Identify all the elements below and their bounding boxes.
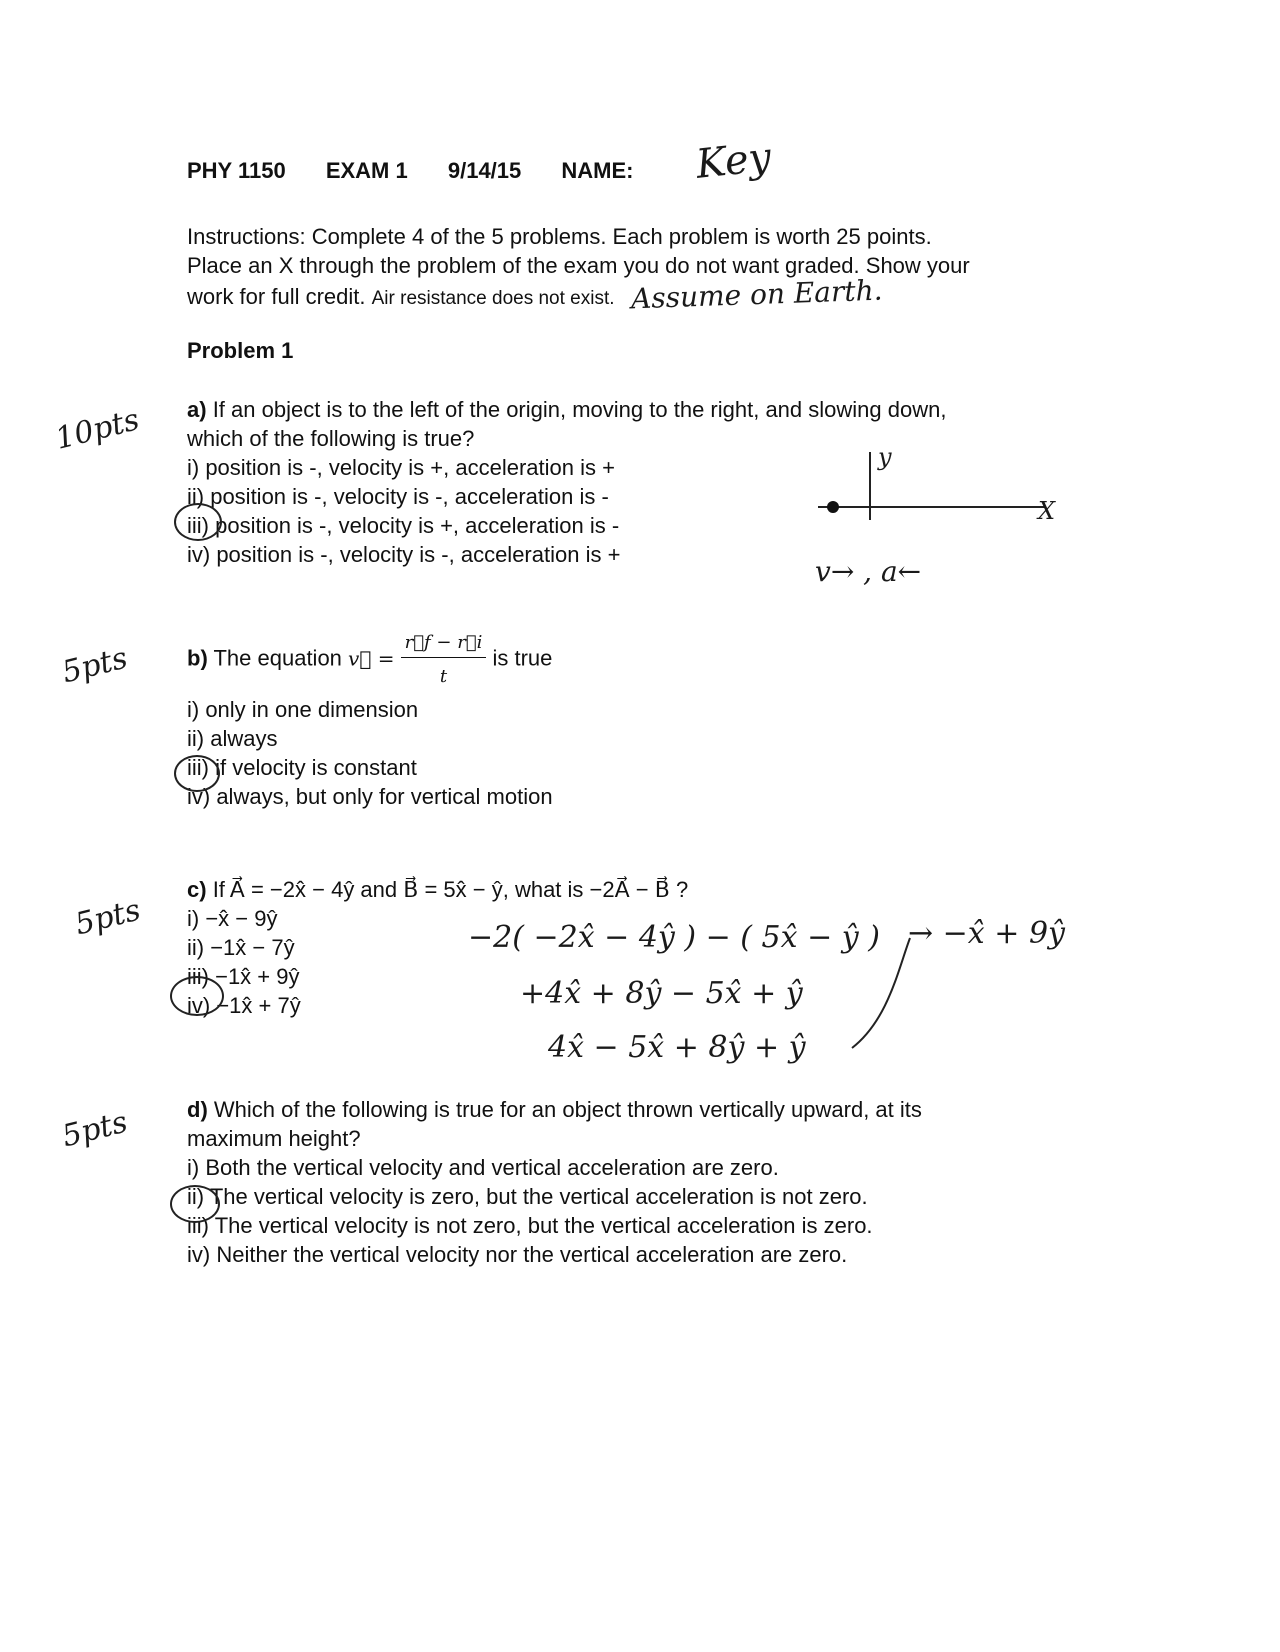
instructions-line-1: Instructions: Complete 4 of the 5 problems. Each problem is worth 25 points. bbox=[187, 224, 932, 249]
question-b-label: b) bbox=[187, 645, 208, 671]
instructions-air-resistance: Air resistance does not exist. bbox=[371, 288, 615, 309]
work-answer: → −x̂ + 9ŷ bbox=[908, 916, 1065, 951]
object-dot bbox=[827, 501, 839, 513]
question-a-text-2: which of the following is true? bbox=[187, 426, 475, 451]
equation-lhs: v⃗ = bbox=[348, 646, 395, 671]
handwritten-note: Assume on Earth. bbox=[630, 273, 883, 316]
question-c-text: If A⃗ = −2x̂ − 4ŷ and B⃗ = 5x̂ − ŷ, what is −2A⃗ − B⃗ ? bbox=[212, 877, 689, 902]
points-part-c: 5pts bbox=[71, 892, 145, 943]
x-axis-label: X bbox=[1038, 497, 1056, 525]
work-arrow-curve bbox=[848, 930, 918, 1060]
question-d-option: i) Both the vertical velocity and vertical acceleration are zero. bbox=[187, 1155, 779, 1180]
answer-circle-b bbox=[174, 755, 220, 792]
question-d-line-1 bbox=[187, 1095, 922, 1124]
question-a-option: iii) position is -, velocity is +, acceleration is - bbox=[187, 513, 620, 538]
work-line-2: +4x̂ + 8ŷ − 5x̂ + ŷ bbox=[520, 976, 803, 1011]
question-d bbox=[187, 1095, 922, 1269]
question-d-option: iv) Neither the vertical velocity nor the vertical acceleration are zero. bbox=[187, 1242, 848, 1267]
question-c-label: c) bbox=[187, 877, 207, 902]
points-part-a: 10pts bbox=[52, 402, 143, 457]
question-a-label: a) bbox=[187, 397, 207, 422]
y-axis-label: y bbox=[878, 443, 892, 471]
question-a-text-1: If an object is to the left of the origin, moving to the right, and slowing down, bbox=[212, 397, 947, 422]
problem-title: Problem 1 bbox=[187, 338, 294, 363]
question-c-option: iv) −1x̂ + 7ŷ bbox=[187, 993, 301, 1018]
instructions bbox=[187, 222, 970, 316]
question-a-option: i) position is -, velocity is +, acceleration is + bbox=[187, 455, 615, 480]
question-d-text-1: Which of the following is true for an object thrown vertically upward, at its bbox=[213, 1097, 922, 1122]
question-b-options bbox=[187, 695, 553, 811]
equation-denominator: t bbox=[439, 666, 448, 687]
question-d-label: d) bbox=[187, 1097, 208, 1122]
vector-directions: v→ , a← bbox=[815, 555, 922, 588]
instructions-line-3 bbox=[187, 273, 970, 316]
question-b-option: iii) if velocity is constant bbox=[187, 755, 417, 780]
exam-header bbox=[187, 158, 634, 184]
question-a-line-1 bbox=[187, 395, 946, 424]
question-c-line-1 bbox=[187, 875, 688, 904]
question-d-option: iii) The vertical velocity is not zero, but the vertical acceleration is zero. bbox=[187, 1213, 873, 1238]
instructions-line-2: Place an X through the problem of the exam you do not want graded. Show your bbox=[187, 253, 970, 278]
question-a-option: iv) position is -, velocity is -, acceleration is + bbox=[187, 542, 621, 567]
question-b-option: iv) always, but only for vertical motion bbox=[187, 784, 553, 809]
exam-number: EXAM 1 bbox=[325, 158, 408, 183]
question-b-option: ii) always bbox=[187, 726, 278, 751]
exam-date: 9/14/15 bbox=[447, 158, 522, 183]
question-b-text-pre: The equation bbox=[213, 645, 342, 671]
question-b-text-post: is true bbox=[492, 645, 553, 671]
question-d-text-2: maximum height? bbox=[187, 1126, 361, 1151]
work-line-3: 4x̂ − 5x̂ + 8ŷ + ŷ bbox=[548, 1030, 806, 1065]
course-code: PHY 1150 bbox=[187, 158, 286, 183]
question-a-option: ii) position is -, velocity is -, acceleration is - bbox=[187, 484, 609, 509]
work-arrow-path bbox=[852, 938, 910, 1048]
answer-circle-c bbox=[170, 976, 224, 1016]
answer-circle-a bbox=[174, 503, 222, 541]
question-c-option: i) −x̂ − 9ŷ bbox=[187, 906, 278, 931]
question-b bbox=[187, 628, 552, 691]
equation-numerator: r⃗f − r⃗i bbox=[401, 628, 487, 658]
answer-circle-d bbox=[170, 1185, 220, 1223]
instructions-line-3-main: work for full credit. bbox=[187, 284, 366, 309]
question-c-option: ii) −1x̂ − 7ŷ bbox=[187, 935, 295, 960]
equation-fraction bbox=[401, 628, 487, 691]
points-part-b: 5pts bbox=[58, 640, 132, 691]
question-b-option: i) only in one dimension bbox=[187, 697, 419, 722]
question-d-option: ii) The vertical velocity is zero, but the vertical acceleration is not zero. bbox=[187, 1184, 868, 1209]
name-label: NAME: bbox=[561, 158, 634, 183]
work-line-1: −2( −2x̂ − 4ŷ ) − ( 5x̂ − ŷ ) bbox=[468, 920, 880, 955]
question-c-option: iii) −1x̂ + 9ŷ bbox=[187, 964, 300, 989]
points-part-d: 5pts bbox=[58, 1104, 132, 1155]
question-b-line-1 bbox=[187, 628, 552, 691]
name-handwritten: Key bbox=[693, 134, 774, 188]
